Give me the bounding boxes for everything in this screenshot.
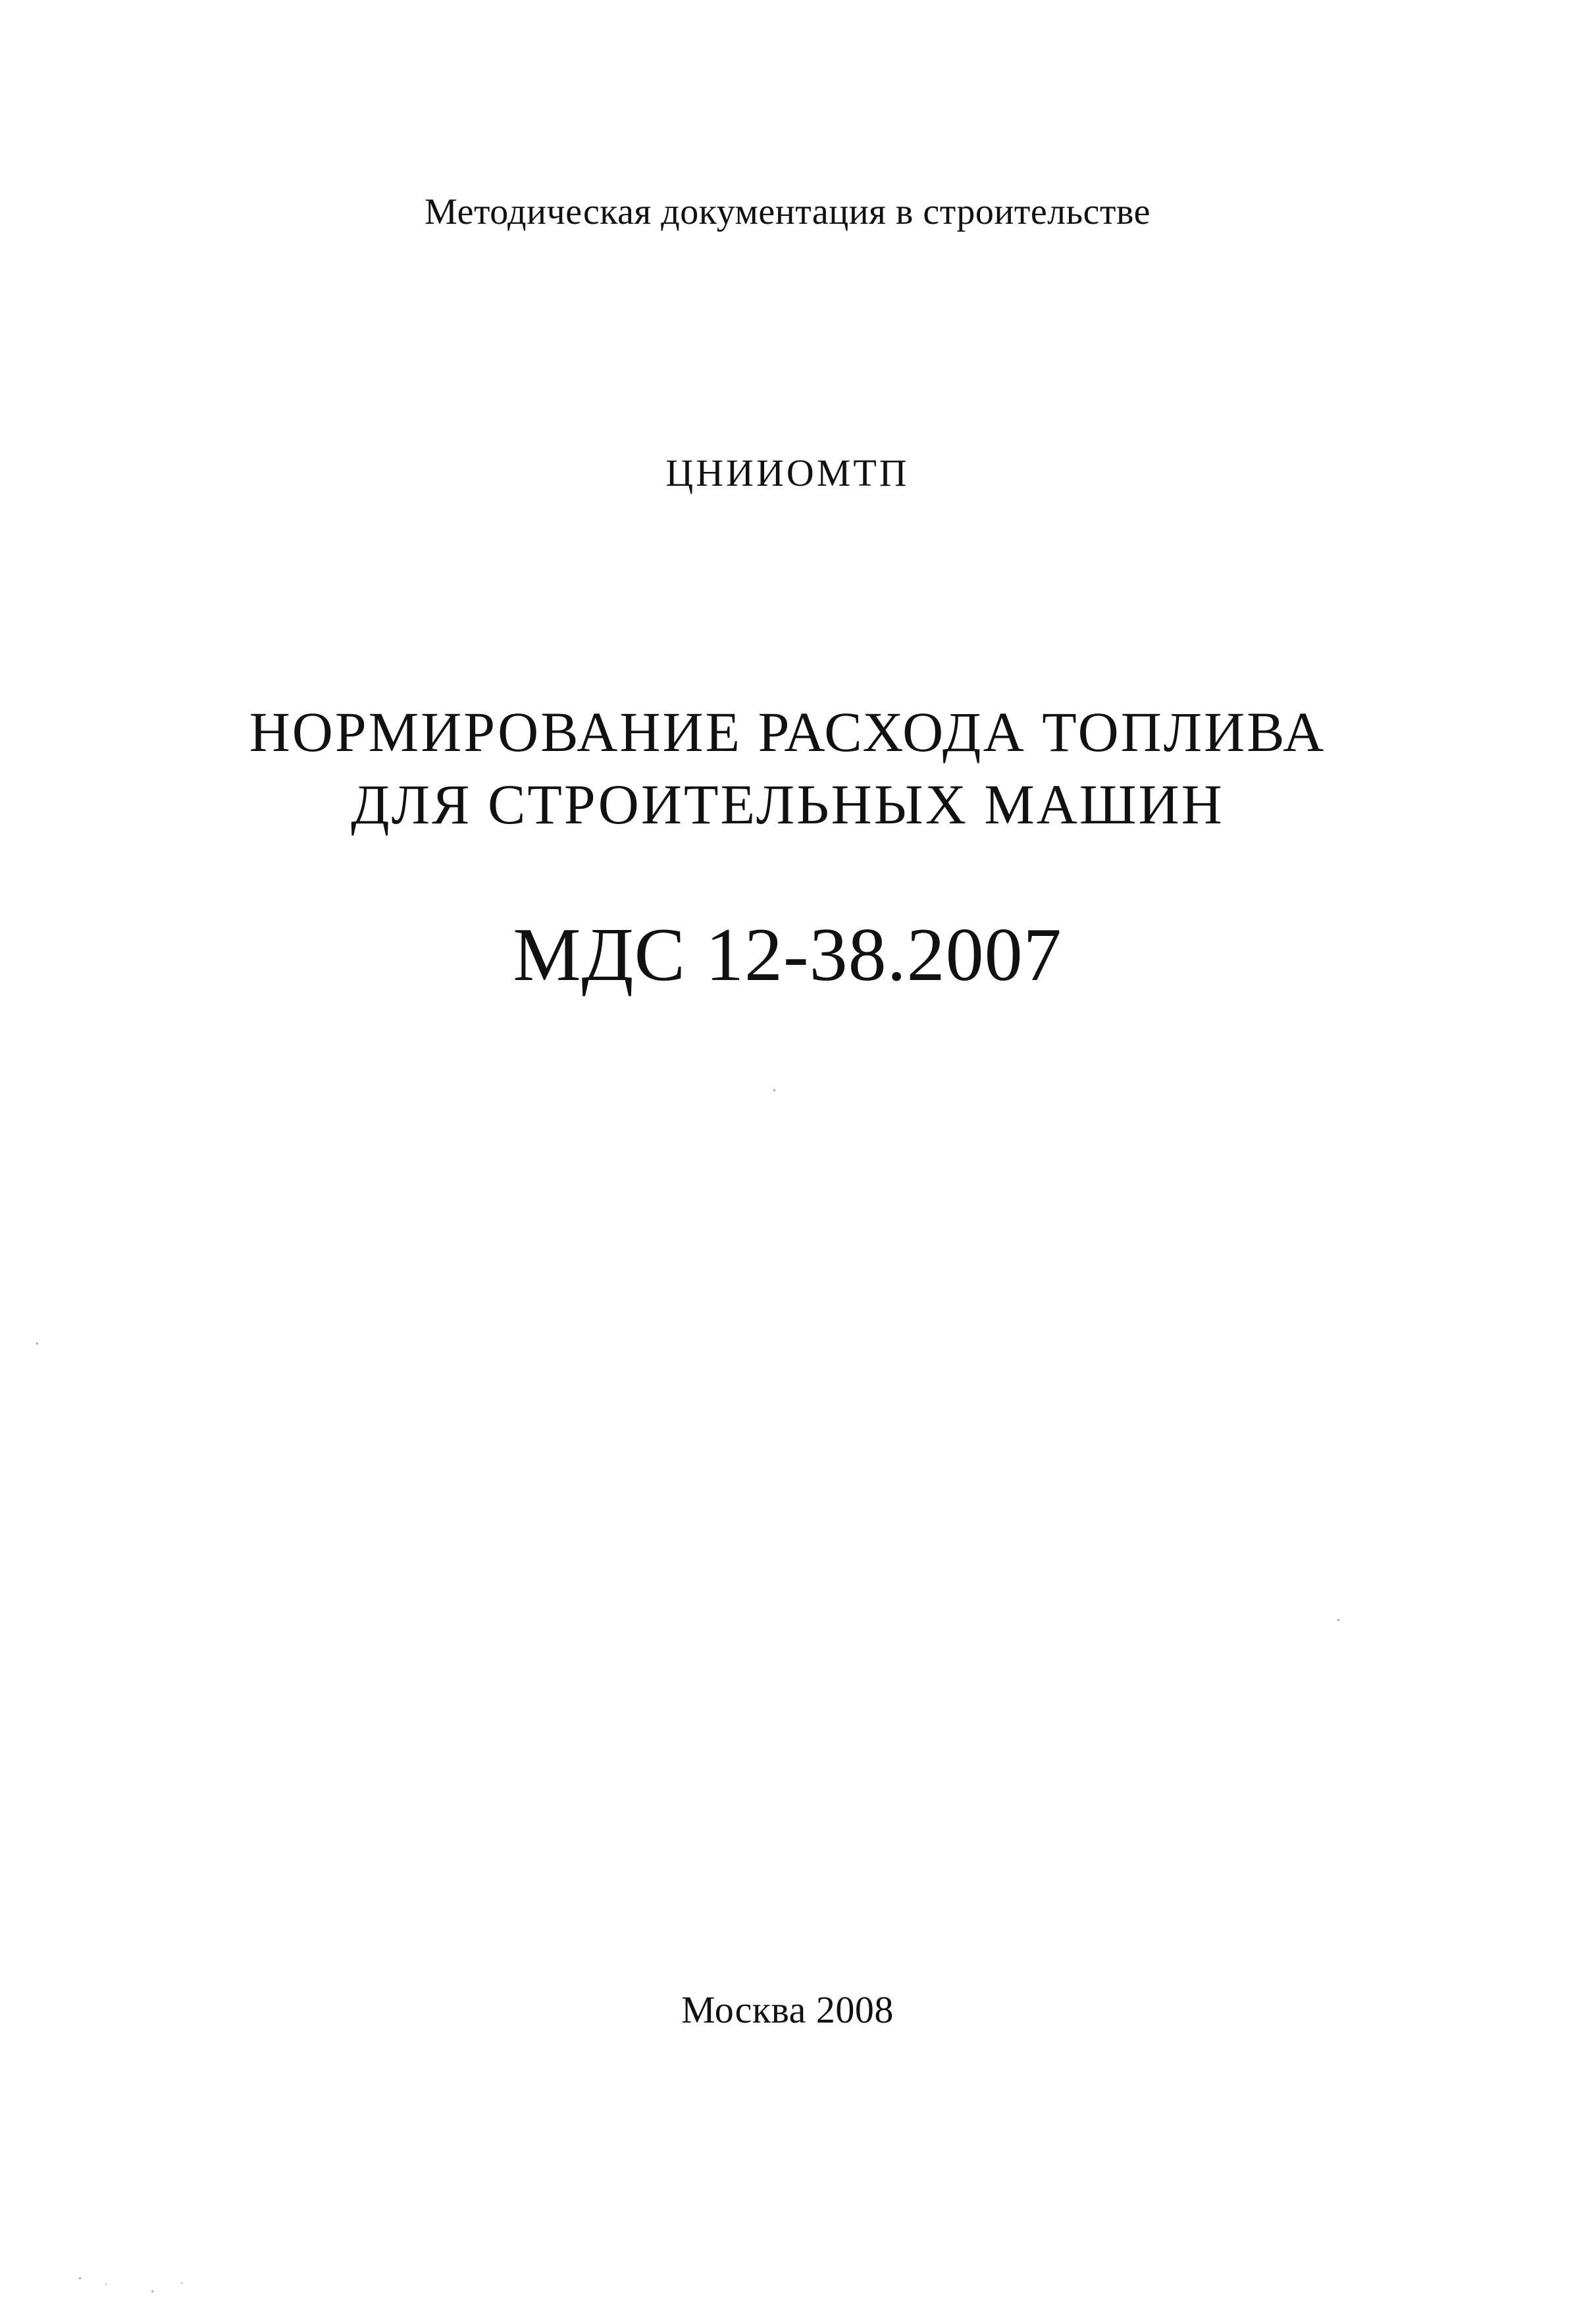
scan-speck	[151, 2290, 153, 2292]
document-code: МДС 12-38.2007	[513, 913, 1062, 997]
place-and-year: Москва 2008	[681, 1988, 894, 2031]
organization-name: ЦНИИОМТП	[665, 452, 910, 494]
scan-speck	[181, 2283, 182, 2284]
scan-speck	[105, 2284, 107, 2285]
series-heading: Методическая документация в строительстве	[425, 192, 1150, 232]
title-line-2: ДЛЯ СТРОИТЕЛЬНЫХ МАШИН	[351, 773, 1224, 836]
scan-speck	[79, 2277, 81, 2279]
scan-speck	[36, 1343, 38, 1345]
title-line-1: НОРМИРОВАНИЕ РАСХОДА ТОПЛИВА	[249, 700, 1326, 763]
scan-speck	[773, 1089, 775, 1091]
scan-speck	[1337, 1619, 1339, 1621]
